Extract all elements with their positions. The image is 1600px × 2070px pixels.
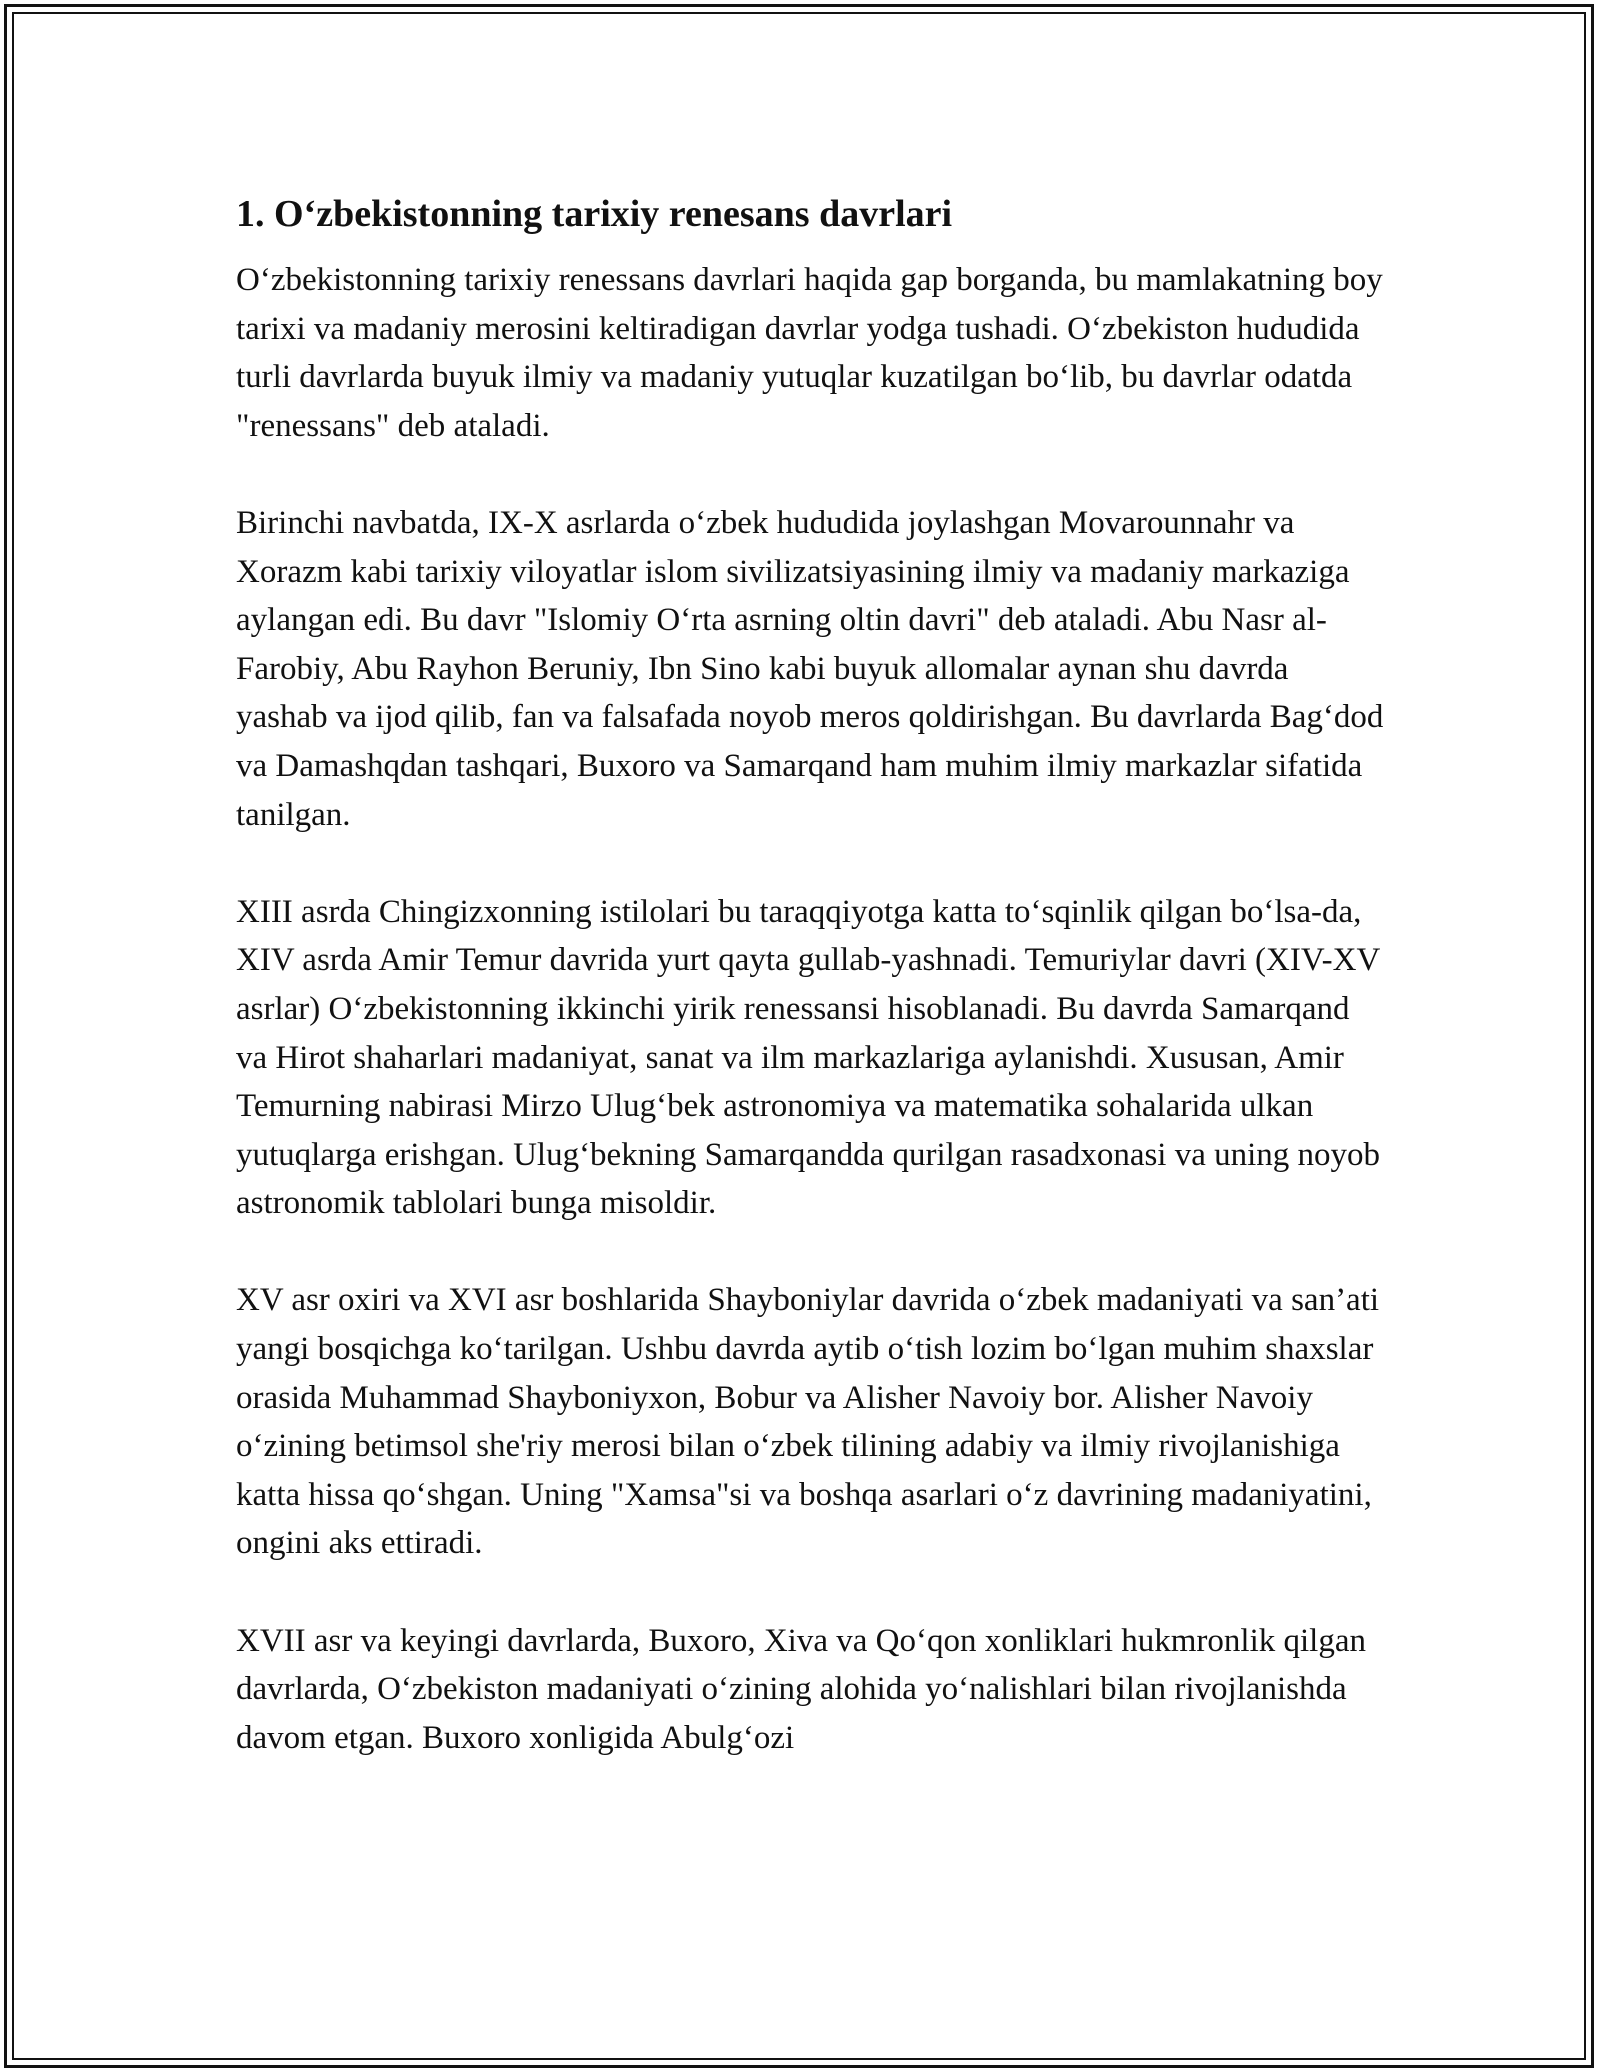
paragraph-timurid-era: XIII asrda Chingizxonning istilolari bu taraqqiyotga katta toʻsqinlik qilgan boʻlsa-da, XIV asrda Amir Temur davrida yurt qayta gullab-yashnadi. Temuriylar davri (XIV-XV asrlar) Oʻzbekistonning ikkinchi yirik renessansi hisoblanadi. Bu davrda Samarqand va Hirot shaharlari madaniyat, sanat va ilm markazlariga aylanishdi. Xususan, Amir Temurning nabirasi Mirzo Ulugʻbek astronomiya va matematika sohalarida ulkan yutuqlarga erishgan. Ulugʻbekning Samarqandda qurilgan rasadxonasi va uning noyob astronomik tablolari bunga misoldir.: [236, 893, 1381, 1222]
paragraph-khanates-era: XVII asr va keyingi davrlarda, Buxoro, Xiva va Qoʻqon xonliklari hukmronlik qilgan davrlarda, Oʻzbekiston madaniyati oʻzining alohida yoʻnalishlari bilan rivojlanishda davom etgan. Buxoro xonligida Abulgʻozi: [236, 1622, 1366, 1756]
section-title: 1. Oʻzbekistonning tarixiy renesans davrlari: [236, 193, 953, 235]
document-body: [236, 184, 1386, 1762]
paragraph-ix-x-centuries: Birinchi navbatda, IX-X asrlarda oʻzbek hududida joylashgan Movarounnahr va Xorazm kabi tarixiy viloyatlar islom sivilizatsiyasining ilmiy va madaniy markaziga aylangan edi. Bu davr "Islomiy Oʻrta asrning oltin davri" deb ataladi. Abu Nasr al-Farobiy, Abu Rayhon Beruniy, Ibn Sino kabi buyuk allomalar aynan shu davrda yashab va ijod qilib, fan va falsafada noyob meros qoldirishgan. Bu davrlarda Bagʻdod va Damashqdan tashqari, Buxoro va Samarqand ham muhim ilmiy markazlar sifatida tanilgan.: [236, 504, 1384, 833]
paragraph-intro: Oʻzbekistonning tarixiy renessans davrlari haqida gap borganda, bu mamlakatning boy tarixi va madaniy merosini keltiradigan davrlar yodga tushadi. Oʻzbekiston hududida turli davrlarda buyuk ilmiy va madaniy yutuqlar kuzatilgan boʻlib, bu davrlar odatda "renessans" deb ataladi.: [236, 262, 1383, 444]
paragraph-shaybanid-era: XV asr oxiri va XVI asr boshlarida Shayboniylar davrida oʻzbek madaniyati va san’ati yangi bosqichga koʻtarilgan. Ushbu davrda aytib oʻtish lozim boʻlgan muhim shaxslar orasida Muhammad Shayboniyxon, Bobur va Alisher Navoiy bor. Alisher Navoiy oʻzining betimsol she'riy merosi bilan oʻzbek tilining adabiy va ilmiy rivojlanishiga katta hissa qoʻshgan. Uning "Xamsa"si va boshqa asarlari oʻz davrining madaniyatini, ongini aks ettiradi.: [236, 1282, 1380, 1562]
